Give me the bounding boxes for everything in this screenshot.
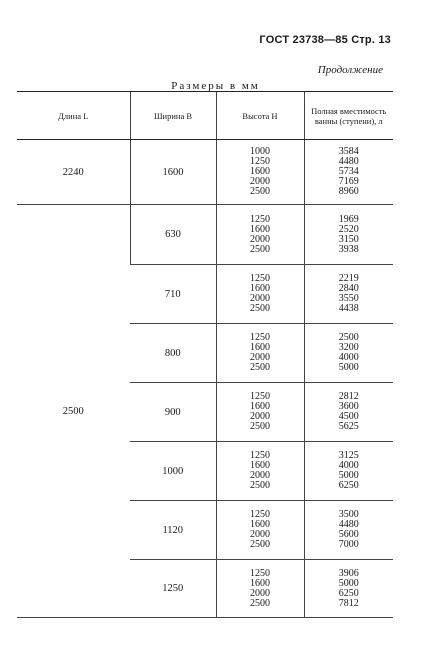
cell-heights [216,205,304,265]
cell-volumes [304,140,393,205]
height-value: 1250 [250,567,270,579]
height-value: 2500 [250,421,270,432]
height-value: 2000 [250,587,270,599]
volume-value: 3200 [338,342,359,353]
cell-width: 800 [130,324,216,383]
volume-value: 3584 [338,146,359,157]
cell-width: 1120 [130,501,216,560]
volume-value: 3150 [338,233,359,245]
height-value: 1250 [250,450,270,461]
volume-value: 2812 [338,391,359,402]
height-value: 2000 [250,293,270,304]
page-header: ГОСТ 23738—85 Стр. 13 [259,34,391,46]
volume-value: 2520 [338,223,359,235]
height-value: 1600 [250,577,270,589]
height-value: 2000 [250,411,270,422]
height-value: 2000 [250,529,270,540]
volume-value: 3125 [338,450,359,461]
cell-length: 2240 [17,140,130,205]
col-header-height: Высота H [216,92,304,140]
height-value: 1600 [250,342,270,353]
table-row [17,205,393,265]
volume-value: 6250 [338,587,359,599]
cell-width: 630 [130,205,216,265]
cell-heights [216,383,304,442]
cell-volumes [304,560,393,618]
volume-value: 4438 [338,303,359,314]
height-value: 1600 [250,166,270,177]
height-value: 2000 [250,233,270,245]
cell-heights [216,265,304,324]
volume-value: 7169 [338,176,359,187]
height-value: 1600 [250,283,270,294]
height-value: 1600 [250,460,270,471]
col-header-volume-line2: ванны (ступени), л [314,115,383,126]
col-header-volume-line1: Полная вместимость [311,105,387,116]
cell-volumes [304,324,393,383]
volume-value: 5000 [338,362,359,373]
cell-width: 1250 [130,560,216,618]
height-value: 2000 [250,470,270,481]
continuation-label: Продолжение [317,64,383,76]
col-header-length: Длина L [17,92,130,140]
cell-width: 710 [130,265,216,324]
table-row [17,140,393,205]
dimensions-caption: Размеры в мм [171,80,260,92]
volume-value: 7000 [338,539,359,550]
height-value: 2000 [250,352,270,363]
volume-value: 3550 [338,293,359,304]
cell-width: 900 [130,383,216,442]
volume-value: 5000 [338,470,359,481]
height-value: 2500 [250,539,270,550]
volume-value: 4480 [338,519,359,530]
cell-volumes [304,501,393,560]
height-value: 2000 [250,176,270,187]
col-header-volume [304,92,393,140]
height-value: 1600 [250,223,270,235]
cell-heights [216,140,304,205]
volume-value: 3500 [338,509,359,520]
cell-width: 1600 [130,140,216,205]
volume-value: 8960 [338,186,359,197]
volume-value: 4500 [338,411,359,422]
height-value: 1250 [250,156,270,167]
height-value: 1600 [250,519,270,530]
height-value: 1250 [250,332,270,343]
volume-value: 4000 [338,352,359,363]
height-value: 1250 [250,391,270,402]
volume-value: 2500 [338,332,359,343]
height-value: 2500 [250,480,270,491]
cell-heights [216,560,304,618]
volume-value: 5625 [338,421,359,432]
cell-heights [216,324,304,383]
height-value: 1000 [250,146,270,157]
height-value: 2500 [250,362,270,373]
volume-value: 5600 [338,529,359,540]
cell-length: 2500 [17,205,130,618]
volume-value: 6250 [338,480,359,491]
volume-value: 2840 [338,283,359,294]
height-value: 1600 [250,401,270,412]
volume-value: 1969 [338,213,359,225]
volume-value: 2219 [338,273,359,284]
height-value: 2500 [250,243,270,255]
height-value: 1250 [250,213,270,225]
table-body [17,140,393,618]
volume-value: 4480 [338,156,359,167]
col-header-width: Ширина B [130,92,216,140]
cell-volumes [304,205,393,265]
volume-value: 7812 [338,597,359,609]
volume-value: 5734 [338,166,359,177]
volume-value: 5000 [338,577,359,589]
cell-width: 1000 [130,442,216,501]
dimensions-table [17,91,393,618]
volume-value: 3906 [338,567,359,579]
cell-volumes [304,265,393,324]
height-value: 1250 [250,509,270,520]
cell-heights [216,442,304,501]
cell-heights [216,501,304,560]
volume-value: 3938 [338,243,359,255]
height-value: 1250 [250,273,270,284]
height-value: 2500 [250,186,270,197]
volume-value: 4000 [338,460,359,471]
cell-volumes [304,442,393,501]
height-value: 2500 [250,303,270,314]
height-value: 2500 [250,597,270,609]
volume-value: 3600 [338,401,359,412]
cell-volumes [304,383,393,442]
table-header-row [17,92,393,140]
